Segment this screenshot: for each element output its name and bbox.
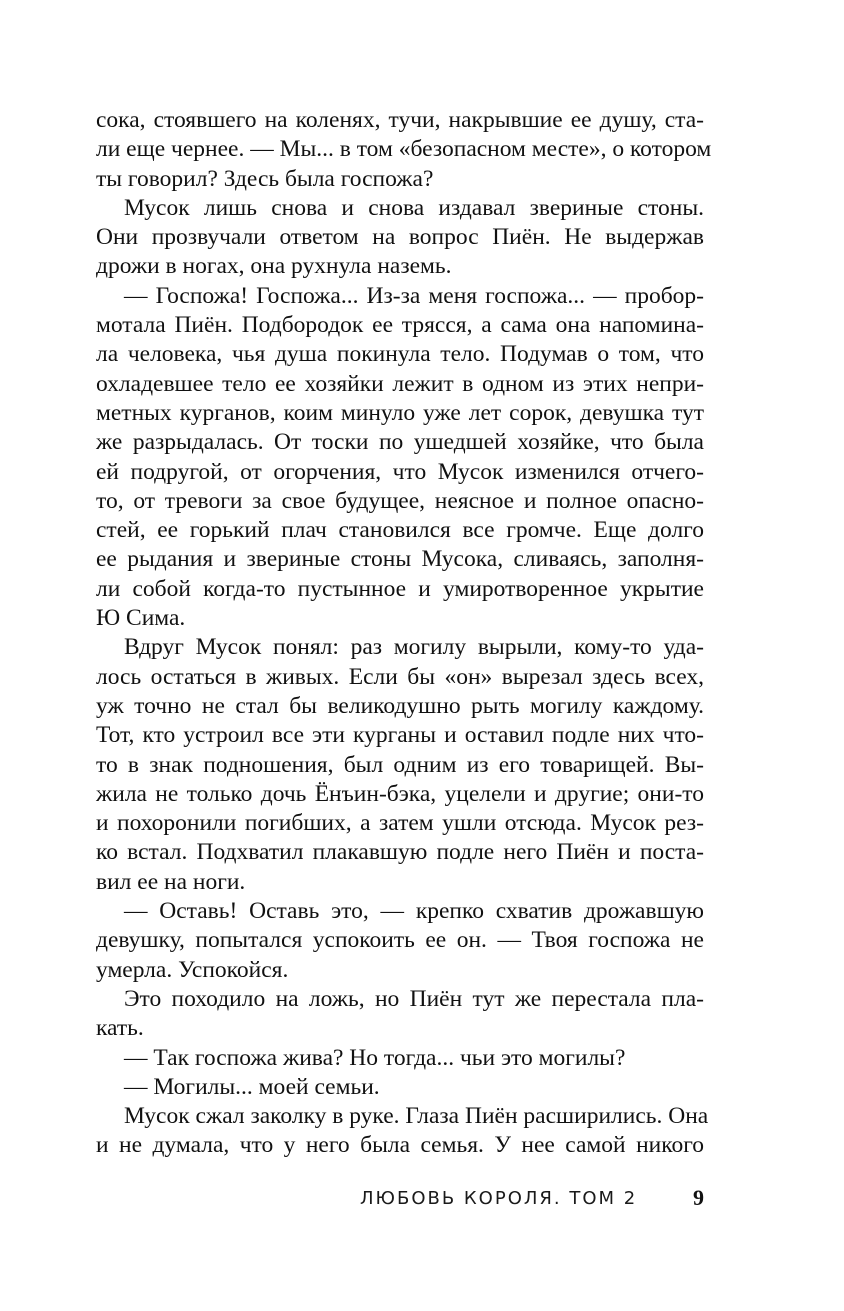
text-line: лось остаться в живых. Если бы «он» вырезал здесь всех,: [96, 663, 704, 690]
text-line: — Оставь! Оставь это, — крепко схватив дрожавшую: [124, 898, 704, 925]
text-line: девушку, попытался успокоить ее он. — Твоя госпожа не: [96, 927, 704, 954]
text-line: жила не только дочь Ёнъин-бэка, уцелели и другие; они-то: [96, 780, 704, 807]
text-line: то, от тревоги за свое будущее, неясное и полное опасно-: [96, 487, 704, 514]
text-line: же разрыдалась. От тоски по ушедшей хозяйке, что была: [96, 429, 704, 456]
text-line: ла человека, чья душа покинула тело. Подумав о том, что: [96, 341, 704, 368]
page-body: [96, 106, 712, 1161]
text-line: Это походило на ложь, но Пиён тут же перестала пла-: [124, 985, 704, 1012]
text-line: ее рыдания и звериные стоны Мусока, сливаясь, заполня-: [96, 546, 704, 573]
text-line: умерла. Успокойся.: [96, 956, 289, 983]
running-title: ЛЮБОВЬ КОРОЛЯ. ТОМ 2: [360, 1188, 638, 1209]
text-line: Мусок сжал заколку в руке. Глаза Пиён расширились. Она: [124, 1103, 709, 1130]
text-line: Они прозвучали ответом на вопрос Пиён. Не выдержав: [96, 224, 704, 251]
text-line: ко встал. Подхватил плакавшую подле него Пиён и поста-: [96, 839, 704, 866]
text-line: — Могилы... моей семьи.: [124, 1073, 380, 1100]
page-number: 9: [693, 1185, 704, 1210]
text-line: ты говорил? Здесь была госпожа?: [96, 165, 434, 192]
text-line: стей, ее горький плач становился все громче. Еще долго: [96, 517, 704, 544]
text-line: то в знак подношения, был одним из его товарищей. Вы-: [96, 751, 704, 778]
text-line: дрожи в ногах, она рухнула наземь.: [96, 253, 452, 280]
text-line: и похоронили погибших, а затем ушли отсюда. Мусок рез-: [96, 810, 704, 837]
text-line: ей подругой, от огорчения, что Мусок изменился отчего-: [96, 458, 704, 485]
text-line: — Госпожа! Госпожа... Из-за меня госпожа... — пробор-: [124, 282, 704, 309]
text-line: кать.: [96, 1015, 144, 1042]
text-line: Тот, кто устроил все эти курганы и оставил подле них что-: [96, 722, 704, 749]
text-line: вил ее на ноги.: [96, 868, 246, 895]
text-line: — Так госпожа жива? Но тогда... чьи это могилы?: [124, 1044, 626, 1071]
text-line: Ю Сима.: [96, 605, 186, 632]
text-line: сока, стоявшего на коленях, тучи, накрывшие ее душу, ста-: [96, 107, 704, 133]
page-footer: [360, 1185, 704, 1218]
text-line: Вдруг Мусок понял: раз могилу вырыли, кому-то уда-: [124, 634, 704, 661]
text-line: ли собой когда-то пустынное и умиротворенное укрытие: [96, 575, 704, 602]
text-line: охладевшее тело ее хозяйки лежит в одном из этих непри-: [96, 370, 704, 397]
text-line: мотала Пиён. Подбородок ее трясся, а сама она напомина-: [96, 312, 704, 339]
text-line: Мусок лишь снова и снова издавал звериные стоны.: [124, 194, 704, 221]
text-line: метных курганов, коим минуло уже лет сорок, девушка тут: [96, 399, 704, 426]
text-line: ли еще чернее. — Мы... в том «безопасном месте», о котором: [96, 136, 712, 163]
text-line: уж точно не стал бы великодушно рыть могилу каждому.: [96, 692, 704, 719]
text-line: и не думала, что у него была семья. У нее самой никого: [96, 1132, 704, 1159]
